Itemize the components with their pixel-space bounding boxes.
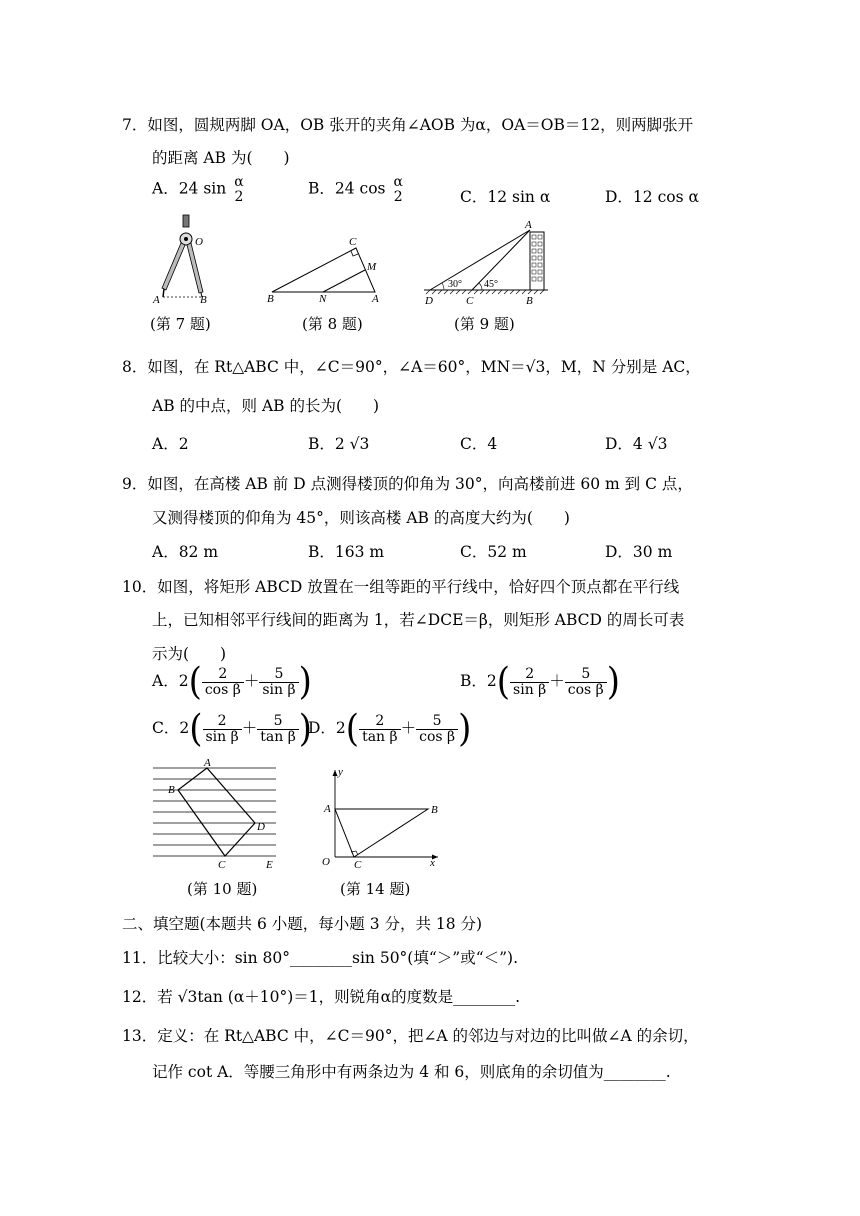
f14-label-o: O — [322, 856, 330, 868]
frac-num: 5 — [273, 712, 283, 729]
q10-option-a-label: A．2 — [152, 672, 189, 690]
q13-line2: 记作 cot A．等腰三角形中有两条边为 4 和 6，则底角的余切值为________. — [152, 1063, 671, 1081]
f9-label-a: A — [525, 219, 532, 231]
right-paren: ) — [606, 660, 621, 704]
figure-7-caption: (第 7 题) — [150, 315, 211, 333]
q12: 12．若 √3tan (α＋10°)＝1，则锐角α的度数是________. — [122, 988, 521, 1006]
q7-option-a[interactable] — [152, 175, 247, 204]
figure-9-caption: (第 9 题) — [454, 315, 515, 333]
figure-8-triangle — [262, 232, 387, 307]
f7-label-o: O — [195, 236, 203, 248]
left-paren: ( — [188, 660, 202, 704]
fraction — [416, 714, 458, 744]
left-paren: ( — [189, 707, 203, 751]
plus: ＋ — [400, 719, 417, 737]
right-paren: ) — [298, 660, 312, 704]
f8-label-c: C — [349, 236, 357, 248]
q9-option-c[interactable]: C．52 m — [460, 543, 527, 561]
f8-label-n: N — [319, 293, 327, 305]
fraction — [359, 714, 401, 744]
f9-label-c: C — [466, 295, 474, 307]
frac-den: tan β — [257, 729, 299, 745]
right-paren: ) — [298, 707, 313, 751]
f8-label-b: B — [267, 293, 274, 305]
alpha-over-2-fraction — [231, 175, 246, 204]
figure-7-compass — [150, 212, 220, 307]
fraction — [202, 667, 244, 697]
q7-option-d[interactable]: D．12 cos α — [605, 188, 699, 206]
fraction — [510, 667, 549, 697]
q10-option-d[interactable] — [308, 707, 472, 751]
plus: ＋ — [243, 672, 260, 690]
frac-num: 2 — [218, 665, 228, 682]
q8-option-b[interactable]: B．2 √3 — [308, 435, 370, 453]
plus: ＋ — [241, 719, 258, 737]
frac-num: 2 — [217, 712, 227, 729]
q10-option-a[interactable] — [152, 660, 312, 704]
q7-option-b[interactable] — [308, 175, 406, 204]
f9-angle-30: 30° — [448, 279, 462, 290]
f9-label-d: D — [425, 295, 433, 307]
figure-10-caption: (第 10 题) — [187, 880, 258, 898]
alpha-over-2-fraction — [390, 175, 405, 204]
q10-line1: 10．如图，将矩形 ABCD 放置在一组等距的平行线中，恰好四个顶点都在平行线 — [122, 578, 680, 596]
figure-9-building — [420, 218, 560, 308]
f7-label-b: B — [200, 294, 207, 306]
frac-num: 2 — [525, 665, 535, 682]
f8-label-a: A — [372, 293, 379, 305]
frac-den: sin β — [510, 682, 549, 698]
q10-line2: 上，已知相邻平行线间的距离为 1，若∠DCE＝β，则矩形 ABCD 的周长可表 — [152, 611, 685, 629]
frac-den: cos β — [416, 729, 458, 745]
q10-option-c[interactable] — [152, 707, 313, 751]
f7-label-a: A — [153, 294, 160, 306]
frac-num: 5 — [432, 712, 442, 729]
q9-line2: 又测得楼顶的仰角为 45°，则该高楼 AB 的高度大约为( ) — [152, 509, 570, 527]
frac-num: α — [393, 174, 403, 190]
q7-option-b-text: B．24 cos — [308, 179, 386, 198]
f10-label-b: B — [168, 784, 175, 796]
right-paren: ) — [458, 707, 472, 751]
left-paren: ( — [345, 707, 360, 751]
q10-option-b[interactable] — [460, 660, 621, 704]
frac-den: cos β — [565, 682, 607, 698]
q9-line1: 9．如图，在高楼 AB 前 D 点测得楼顶的仰角为 30°，向高楼前进 60 m 到 C 点， — [122, 475, 693, 493]
q7-line1: 7．如图，圆规两脚 OA，OB 张开的夹角∠AOB 为α，OA＝OB＝12，则两脚张开 — [122, 116, 694, 134]
f14-label-c: C — [354, 859, 362, 871]
figure-10-parallel-lines — [150, 758, 280, 873]
fraction — [259, 667, 298, 697]
q10-line3: 示为( ) — [152, 645, 227, 663]
f10-label-e: E — [266, 859, 273, 871]
q8-option-c[interactable]: C．4 — [460, 435, 498, 453]
frac-num: α — [234, 174, 244, 190]
q7-line2: 的距离 AB 为( ) — [152, 149, 290, 167]
q9-option-a[interactable]: A．82 m — [152, 543, 219, 561]
f8-label-m: M — [367, 261, 377, 273]
q8-option-a[interactable]: A．2 — [152, 435, 189, 453]
frac-num: 5 — [581, 665, 591, 682]
f14-label-b: B — [431, 804, 438, 816]
frac-num: 5 — [274, 665, 284, 682]
fraction — [565, 667, 607, 697]
f10-label-d: D — [257, 821, 265, 833]
section-2-heading: 二、填空题(本题共 6 小题，每小题 3 分，共 18 分) — [122, 915, 483, 933]
frac-den: tan β — [359, 729, 401, 745]
f9-angle-45: 45° — [484, 279, 498, 290]
frac-num: 2 — [375, 712, 385, 729]
figure-8-caption: (第 8 题) — [302, 315, 363, 333]
f10-label-a: A — [204, 757, 211, 769]
q10-option-d-label: D．2 — [308, 719, 346, 737]
q8-option-d[interactable]: D．4 √3 — [605, 435, 668, 453]
left-paren: ( — [496, 660, 511, 704]
frac-den: sin β — [259, 682, 298, 698]
q10-option-b-label: B．2 — [460, 672, 497, 690]
frac-den: 2 — [234, 188, 244, 205]
q7-option-a-text: A．24 sin — [152, 179, 227, 198]
q11: 11．比较大小：sin 80°________sin 50°(填“＞”或“＜”). — [122, 949, 519, 967]
frac-den: 2 — [393, 188, 403, 205]
q8-line2: AB 的中点，则 AB 的长为( ) — [152, 397, 380, 415]
frac-den: sin β — [203, 729, 242, 745]
q9-option-d[interactable]: D．30 m — [605, 543, 673, 561]
frac-den: cos β — [202, 682, 244, 698]
figure-14-coordinate — [318, 765, 443, 870]
q9-option-b[interactable]: B．163 m — [308, 543, 385, 561]
figure-14-caption: (第 14 题) — [340, 880, 411, 898]
fraction — [257, 714, 299, 744]
q13-line1: 13．定义：在 Rt△ABC 中，∠C＝90°，把∠A 的邻边与对边的比叫做∠A 的余切， — [122, 1027, 699, 1045]
f14-label-y: y — [338, 766, 343, 778]
q10-option-c-label: C．2 — [152, 719, 190, 737]
f9-label-b: B — [526, 295, 533, 307]
f14-label-x: x — [430, 857, 435, 869]
q7-option-c[interactable]: C．12 sin α — [460, 188, 551, 206]
q8-line1: 8．如图，在 Rt△ABC 中，∠C＝90°，∠A＝60°，MN＝√3，M，N 分别是 AC， — [122, 358, 701, 376]
fraction — [203, 714, 242, 744]
f10-label-c: C — [218, 859, 226, 871]
f14-label-a: A — [324, 803, 331, 815]
plus: ＋ — [549, 672, 565, 690]
